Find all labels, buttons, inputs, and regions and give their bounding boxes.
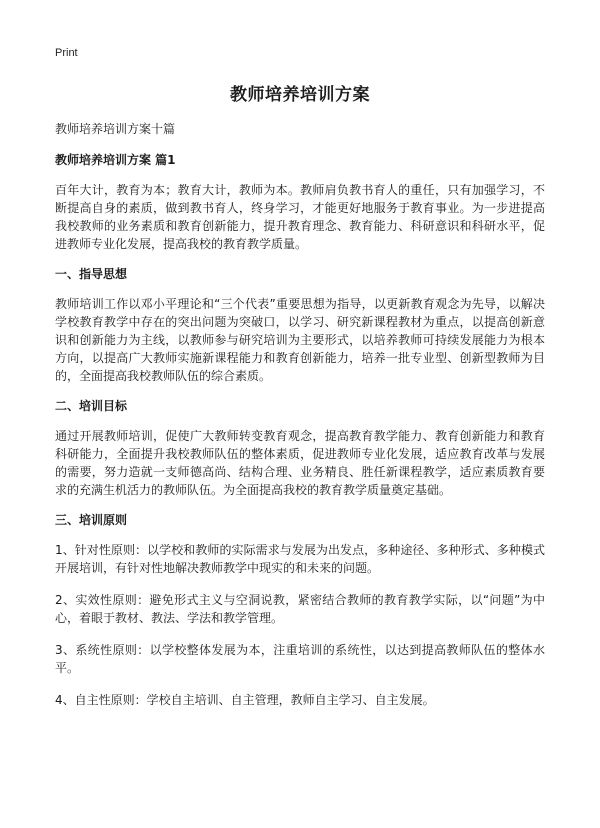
principle-item: 4、自主性原则：学校自主培训、自主管理，教师自主学习、自主发展。 <box>55 693 435 707</box>
principle-item: 3、系统性原则：以学校整体发展为本，注重培训的系统性，以达到提高教师队伍的整体水平。 <box>55 643 545 675</box>
intro-paragraph: 百年大计，教育为本；教育大计，教师为本。教师肩负教书育人的重任，只有加强学习，不断提高自身的素质，做到教书育人，终身学习，才能更好地服务于教育事业。为一步进提高我校教师的业务素质和教育创新能力，提升教育理念、教育能力、科研意识和科研水平，促进教师专业化发展，提高我校的教育教学质量。 <box>55 183 545 251</box>
principle-item: 1、针对性原则：以学校和教师的实际需求与发展为出发点，多种途径、多种形式、多种模式开展培训，有针对性地解决教师教学中现实的和未来的问题。 <box>55 543 545 575</box>
print-label: Print <box>55 47 78 59</box>
section-paragraph: 通过开展教师培训，促使广大教师转变教育观念，提高教育教学能力、教育创新能力和教育科研能力，全面提升我校教师队伍的整体素质，促进教师专业化发展，适应教育改革与发展的需要，努力造就一支师德高尚、结构合理、业务精良、胜任新课程教学，适应素质教育要求的充满生机活力的教师队伍。为全面提高我校的教育教学质量奠定基础。 <box>55 429 545 497</box>
article-heading: 教师培养培训方案 篇1 <box>55 153 176 167</box>
section-heading-training-goals: 二、培训目标 <box>55 399 128 413</box>
section-heading-guiding-ideology: 一、指导思想 <box>55 267 128 281</box>
section-paragraph: 教师培训工作以邓小平理论和“三个代表”重要思想为指导，以更新教育观念为先导，以解决学校教育教学中存在的突出问题为突破口，以学习、研究新课程教材为重点，以提高创新意识和创新能力为主线，以教师参与研究培训为主要形式，以培养教师可持续发展能力为根本方向，以提高广大教师实施新课程能力和教育创新能力，培养一批专业型、创新型教师为目的，全面提高我校教师队伍的综合素质。 <box>55 297 545 383</box>
document-body <box>55 120 545 721</box>
principle-item: 2、实效性原则：避免形式主义与空洞说教，紧密结合教师的教育教学实际，以“问题”为中心，着眼于教材、教法、学法和教学管理。 <box>55 593 545 625</box>
document-subtitle: 教师培养培训方案十篇 <box>55 122 176 136</box>
page-title: 教师培养培训方案 <box>230 85 370 105</box>
section-heading-training-principles: 三、培训原则 <box>55 513 128 527</box>
